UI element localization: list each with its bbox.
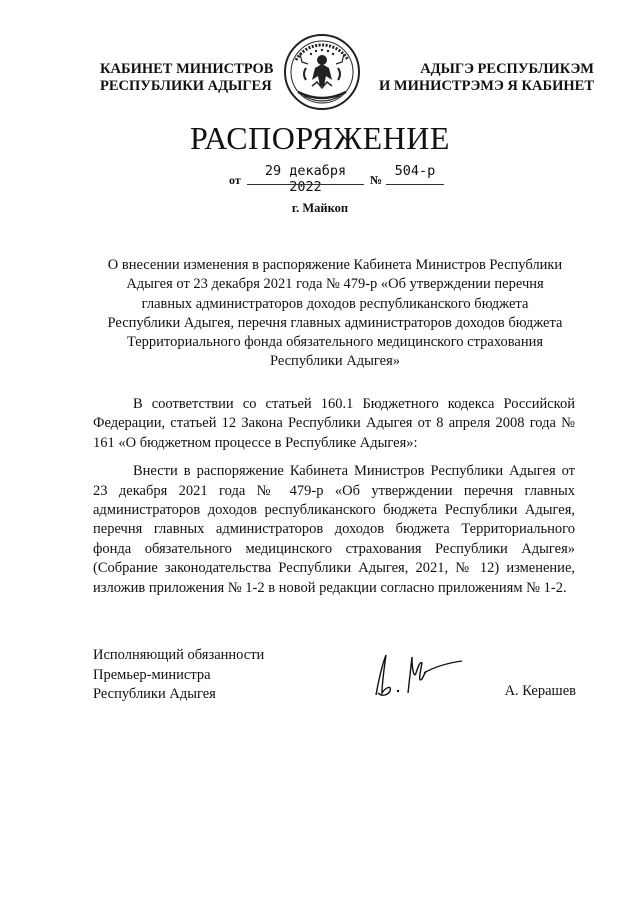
subject-line: главных администраторов доходов республиканского бюджета <box>141 295 529 312</box>
number-label: № <box>370 173 383 187</box>
document-title: РАСПОРЯЖЕНИЕ <box>190 120 450 156</box>
document-number: 504-р <box>394 163 436 179</box>
signatory-name: А. Керашев <box>504 683 576 699</box>
subject-line: О внесении изменения в распоряжение Кабинета Министров Республики <box>107 257 563 273</box>
handwritten-signature <box>368 643 468 703</box>
subject-line: Республики Адыгея, перечня главных администраторов доходов бюджета <box>107 314 563 331</box>
document-body <box>93 395 575 598</box>
header-left <box>100 61 280 95</box>
header-right-line: И МИНИСТРЭМЭ Я КАБИНЕТ <box>379 78 594 94</box>
header-left-line: РЕСПУБЛИКИ АДЫГЕЯ <box>100 78 272 94</box>
position-line: Премьер-министра <box>93 666 211 683</box>
date-underline <box>247 184 364 185</box>
subject-line: Адыгея от 23 декабря 2021 года № 479-р «Об утверждении перечня <box>126 276 544 293</box>
number-underline <box>386 184 444 185</box>
document-date: 29 декабря 2022 <box>264 163 347 195</box>
signatory-position <box>93 646 264 705</box>
coat-of-arms-emblem <box>282 32 362 112</box>
header-right <box>364 61 594 95</box>
header-left-line: КАБИНЕТ МИНИСТРОВ <box>100 61 274 77</box>
body-paragraph: Внести в распоряжение Кабинета Министров Республики Адыгея от 23 декабря 2021 года № 479-р «Об утверждении перечня главных администраторов доходов республиканского бюджета Республики Адыгея, перечня главных администраторов доходов бюджета Территориального фонда обязательного медицинского страхования Республики Адыгея» (Собрание законодательства Республики Адыгея, 2021, № 12) изменение, изложив приложения № 1-2 в новой редакции согласно приложениям № 1-2. <box>93 463 575 596</box>
position-line: Республики Адыгея <box>93 686 216 702</box>
body-paragraph: В соответствии со статьей 160.1 Бюджетного кодекса Российской Федерации, статьей 12 Закона Республики Адыгея от 8 апреля 2008 года № 161 «О бюджетном процессе в Республике Адыгея»: <box>93 396 575 451</box>
document-subject <box>95 256 575 372</box>
city: г. Майкоп <box>291 201 349 215</box>
date-label: от <box>229 173 241 187</box>
subject-line: Территориального фонда обязательного медицинского страхования <box>126 334 544 351</box>
subject-line: Республики Адыгея» <box>269 353 401 370</box>
date-number-line <box>0 163 640 193</box>
header-right-line: АДЫГЭ РЕСПУБЛИКЭМ <box>420 61 594 77</box>
position-line: Исполняющий обязанности <box>93 647 265 663</box>
